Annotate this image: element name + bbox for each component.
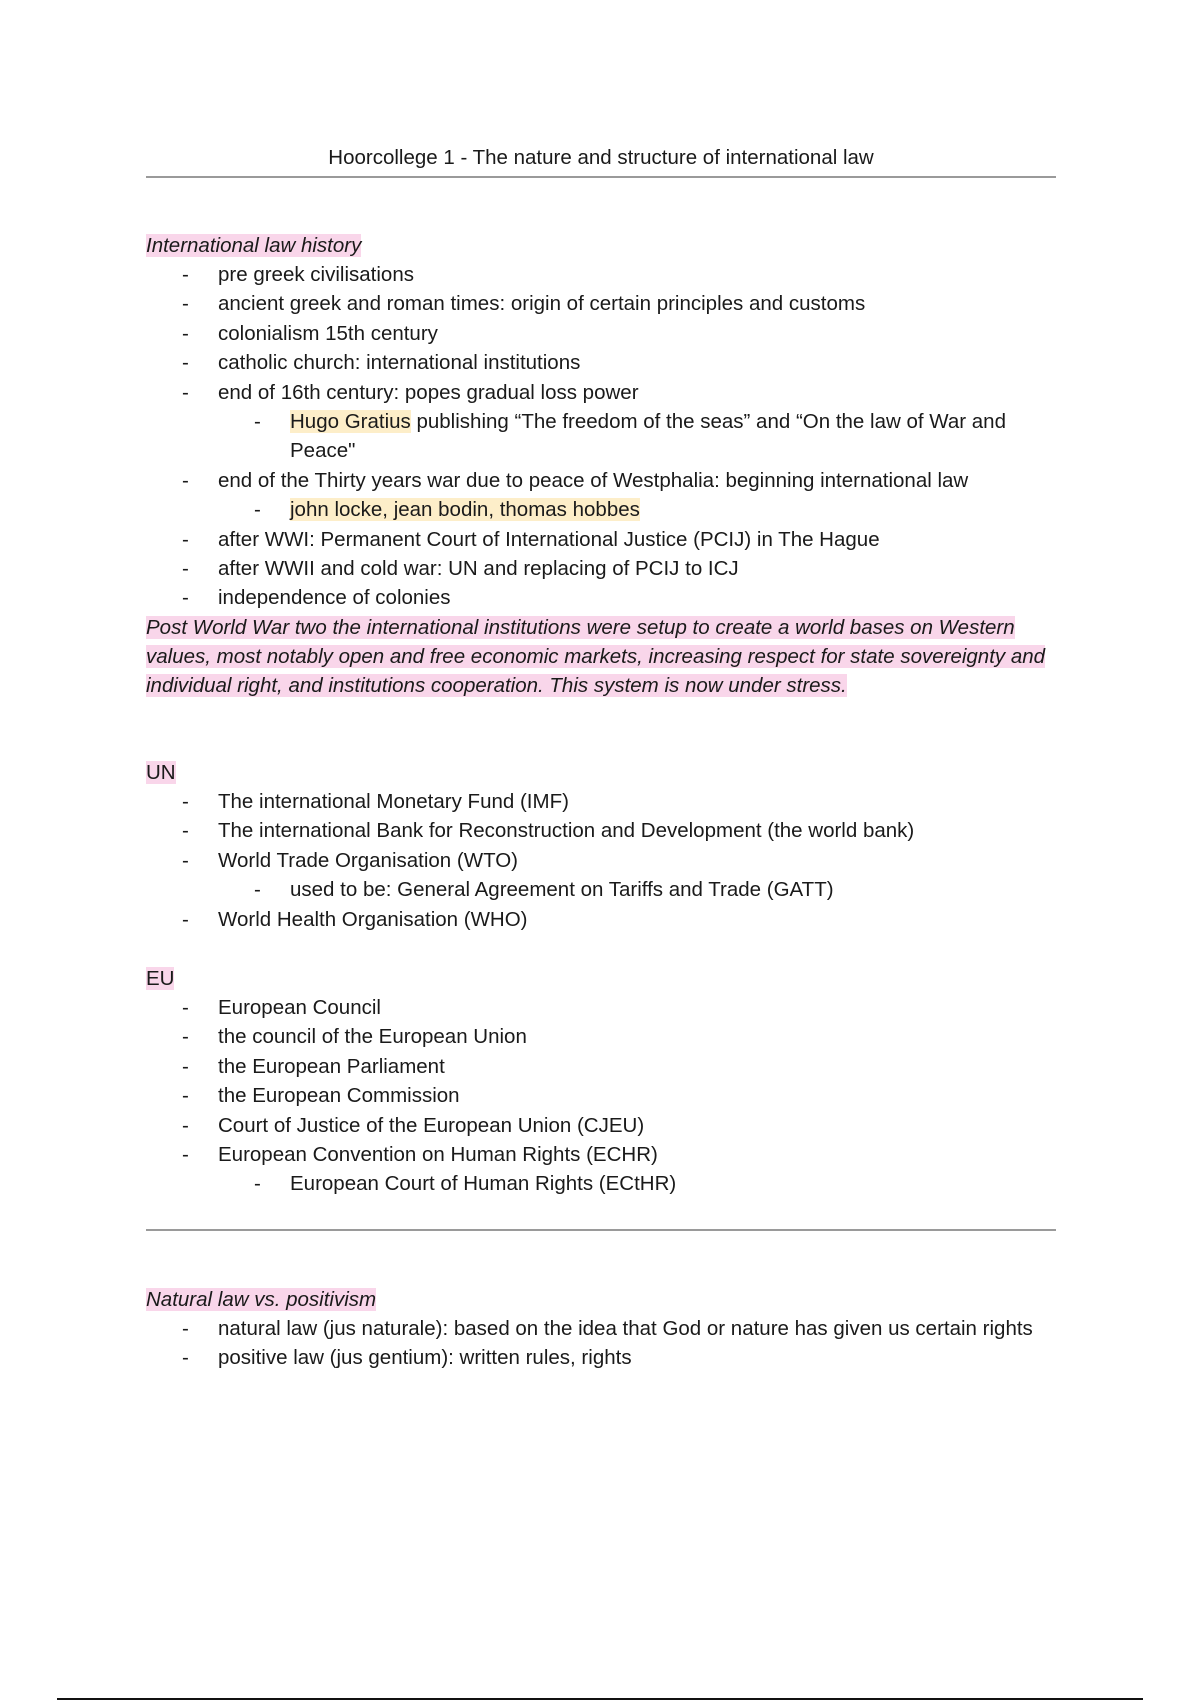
sub-list-item: - Hugo Gratius publishing “The freedom of the seas” and “On the law of War and Peace" [254,410,1006,463]
list-item: - after WWI: Permanent Court of International Justice (PCIJ) in The Hague [182,527,880,551]
list-item: - European Council [182,996,381,1019]
list-item: - the European Commission [182,1084,460,1108]
list-item: - colonialism 15th century [182,321,438,345]
section-divider [146,1229,1056,1231]
page-title: Hoorcollege 1 - The nature and structure of international law [328,146,874,169]
list-item: - World Trade Organisation (WTO) [182,848,519,872]
natural-law-section [146,1285,1076,1373]
list-item: - European Convention on Human Rights (ECHR) [182,1143,658,1167]
eu-heading: EU [146,967,175,990]
title-divider [146,176,1056,178]
list-item: - natural law (jus naturale): based on the idea that God or nature has given us certain rights [182,1317,1033,1340]
list-item: - end of the Thirty years war due to peace of Westphalia: beginning international law [182,468,969,492]
list-item: - The international Bank for Reconstruction and Development (the world bank) [182,819,915,843]
un-section [146,758,1076,934]
list-item: - ancient greek and roman times: origin of certain principles and customs [182,292,866,316]
list-item: - World Health Organisation (WHO) [182,907,528,931]
list-item: - catholic church: international institutions [182,351,581,375]
history-list [146,260,1076,407]
highlight-hugo-gratius: Hugo Gratius [290,410,411,434]
list-item: - after WWII and cold war: UN and replacing of PCIJ to ICJ [182,557,739,581]
sub-list-item: - john locke, jean bodin, thomas hobbes [254,498,640,522]
sub-list-item: - used to be: General Agreement on Tariffs and Trade (GATT) [254,878,834,902]
list-item: - the European Parliament [182,1054,445,1078]
un-list [146,787,1076,875]
natural-law-heading: Natural law vs. positivism [146,1288,377,1311]
un-heading: UN [146,761,176,784]
list-item: - the council of the European Union [182,1025,527,1049]
eu-section [146,964,1076,1199]
list-item: - positive law (jus gentium): written rules, rights [182,1346,632,1370]
list-item: - independence of colonies [182,586,451,610]
highlight-philosophers: john locke, jean bodin, thomas hobbes [290,498,640,522]
sub-list-item: - European Court of Human Rights (ECtHR) [254,1172,677,1196]
list-item: - Court of Justice of the European Union (CJEU) [182,1113,645,1137]
post-war-paragraph: Post World War two the international institutions were setup to create a world bases on Western values, most notably open and free economic markets, increasing respect for state sovereignty and individual right, and institutions cooperation. This system is now under stress. [146,615,1046,698]
history-sublist-grotius [146,407,1076,466]
history-section [146,231,1076,700]
list-item: - pre greek civilisations [182,263,414,286]
natural-law-list [146,1314,1076,1373]
list-item: - The international Monetary Fund (IMF) [182,790,569,813]
history-heading: International law history [146,234,362,257]
eu-list [146,993,1076,1169]
list-item: - end of 16th century: popes gradual loss power [182,380,639,404]
